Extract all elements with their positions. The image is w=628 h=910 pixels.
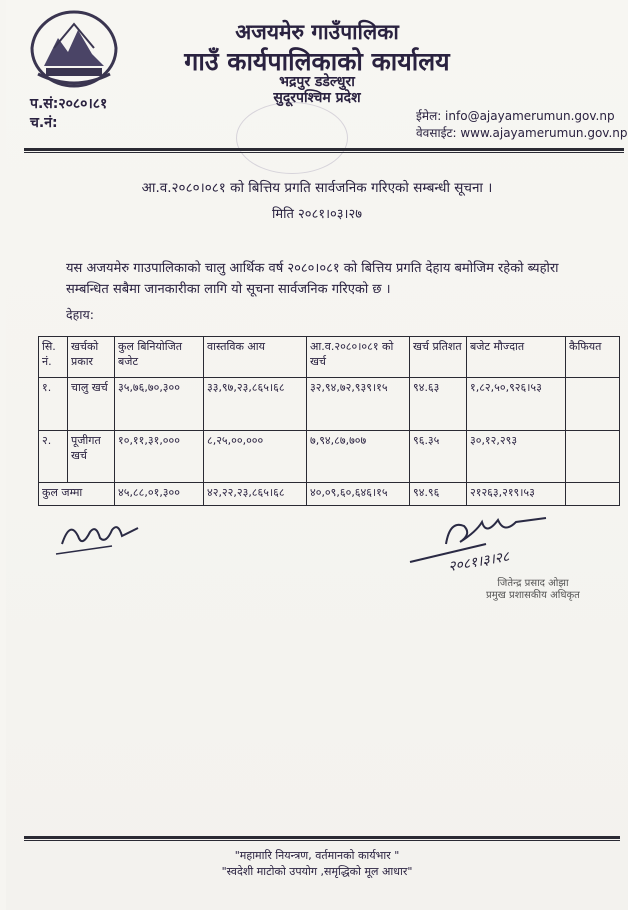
table-cell: ९४.६३ (410, 378, 467, 431)
table-cell: ३०,१२,२९३ (467, 431, 566, 483)
notice-paragraph: यस अजयमेरु गाउपालिकाको चालु आर्थिक वर्ष २०८०।०८१ को बित्तिय प्रगति देहाय बमोजिम रहेको ब्यहोरा सम्बन्धित सबैमा जानकारीका लागि यो सूचना सार्वजनिक गरिएको छ । (66, 261, 559, 297)
table-cell (566, 431, 620, 483)
table-cell: पूजीगत खर्च (68, 431, 115, 483)
notice-date: मिति २०८१।०३।२७ (272, 207, 362, 222)
table-cell: ३२,९४,७२,९३९।१५ (307, 378, 410, 431)
table-cell: चालु खर्च (68, 378, 115, 431)
table-header: खर्च प्रतिशत (410, 337, 467, 378)
table-cell: ३३,९७,२३,८६५।६८ (204, 378, 307, 431)
financial-progress-table (38, 336, 620, 506)
table-cell: ९६.३५ (410, 431, 467, 483)
table-row (39, 378, 620, 431)
reference-number: प.सं:२०८०।८१ (30, 96, 108, 112)
table-header: बजेट मौज्दात (467, 337, 566, 378)
signature-date: २०८१।३।२८ (447, 548, 511, 576)
table-header: कैफियत (566, 337, 620, 378)
table-header-row (39, 337, 620, 378)
document-page (6, 0, 628, 910)
table-header: वास्तविक आय (204, 337, 307, 378)
table-cell: ४२,२२,२३,८६५।६८ (204, 483, 307, 506)
table-row (39, 431, 620, 483)
table-cell: ३५,७६,७०,३०० (115, 378, 204, 431)
office-name: गाउँ कार्यपालिकाको कार्यालय (184, 47, 450, 76)
province-name: सुदूरपश्चिम प्रदेश (273, 90, 361, 106)
table-total-row (39, 483, 620, 506)
preparer-signature (52, 514, 142, 560)
table-header: कुल बिनियोजित बजेट (115, 337, 204, 378)
office-stamp (236, 102, 348, 174)
table-header: सि. नं. (39, 337, 68, 378)
website-text: वेवसाईट: www.ajayamerumun.gov.np (416, 126, 628, 140)
municipality-name: अजयमेरु गाउँपालिका (235, 20, 399, 44)
office-address: भद्रपुर डडेल्धुरा (279, 74, 355, 90)
footer-divider-thin (24, 840, 620, 841)
table-cell: २१२६३,२१९।५३ (467, 483, 566, 506)
table-cell: १०,११,३१,००० (115, 431, 204, 483)
table-cell: ९४.९६ (410, 483, 467, 506)
footer-divider (24, 836, 620, 839)
details-label: देहाय: (66, 307, 94, 322)
email-text: ईमेल: info@ajayamerumun.gov.np (416, 109, 615, 123)
table-cell: ७,९४,८७,७०७ (307, 431, 410, 483)
table-cell: १,८२,५०,९२६।५३ (467, 378, 566, 431)
footer-slogan-1: "महामारि नियन्त्रण, वर्तमानको कार्यभार " (234, 849, 400, 862)
total-label: कुल जम्मा (39, 483, 115, 506)
notice-title: आ.व.२०८०।०८१ को बित्तिय प्रगति सार्वजनिक गरिएको सम्बन्धी सूचना । (141, 180, 493, 196)
header-divider (24, 148, 624, 151)
table-header: आ.व.२०८०।०८१ को खर्च (307, 337, 410, 378)
table-cell: ४०,०९,६०,६४६।१५ (307, 483, 410, 506)
table-cell: ८,२५,००,००० (204, 431, 307, 483)
header-divider-thin (24, 152, 624, 153)
footer-slogan-2: "स्वदेशी माटोको उपयोग ,समृद्धिको मूल आधार" (221, 865, 413, 878)
dispatch-number: च.नं: (30, 115, 58, 131)
officer-stamp (486, 578, 580, 602)
table-cell: १. (39, 378, 68, 431)
table-cell: २. (39, 431, 68, 483)
table-cell: ४५,८८,०१,३०० (115, 483, 204, 506)
officer-name: जितेन्द्र प्रसाद ओझा (497, 578, 569, 589)
table-cell (566, 378, 620, 431)
table-cell (566, 483, 620, 506)
officer-title: प्रमुख प्रशासकीय अधिकृत (486, 590, 580, 601)
table-header: खर्चको प्रकार (68, 337, 115, 378)
